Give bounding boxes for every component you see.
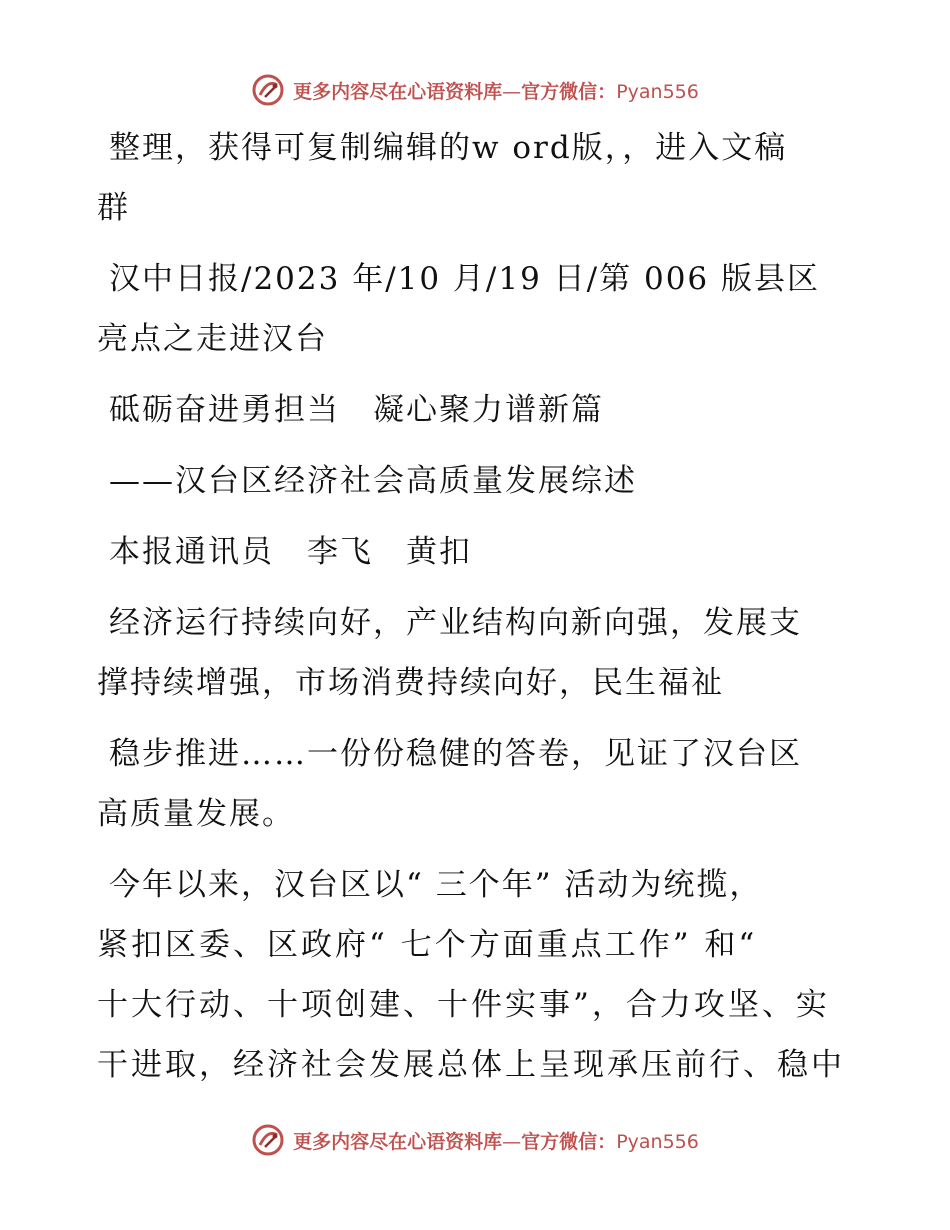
- watermark-site: 更多内容尽在心语资料库: [293, 80, 503, 103]
- watermark-text: [293, 1127, 699, 1154]
- paragraph-body: [97, 855, 857, 1095]
- watermark-account: Pyan556: [616, 80, 699, 103]
- library-logo-icon: [251, 73, 285, 107]
- text-line: 砥砺奋进勇担当 凝心聚力谱新篇: [109, 392, 604, 428]
- paragraph-lead: [97, 593, 857, 713]
- text-line: 稳步推进……一份份稳健的答卷，见证了汉台区: [109, 736, 802, 772]
- document-body: [97, 118, 857, 1106]
- watermark-wechat-label: 官方微信：: [521, 1130, 617, 1153]
- watermark-wechat-label: 官方微信：: [521, 80, 617, 103]
- paragraph-source: [97, 249, 857, 369]
- watermark-separator: —: [502, 1130, 522, 1153]
- paragraph-intro: [97, 118, 857, 238]
- text-line: 今年以来，汉台区以“ 三个年” 活动为统揽，: [109, 867, 763, 903]
- text-line: 高质量发展。: [97, 796, 295, 832]
- text-line: 整理，获得可复制编辑的w ord版，，进入文稿: [109, 130, 788, 166]
- library-logo-icon: [251, 1123, 285, 1157]
- watermark-text: [293, 77, 699, 104]
- text-line: ——汉台区经济社会高质量发展综述: [109, 463, 637, 499]
- text-line: 撑持续增强，市场消费持续向好，民生福祉: [97, 665, 724, 701]
- article-title: [97, 380, 857, 440]
- header-watermark: [0, 70, 950, 110]
- text-line: 干进取，经济社会发展总体上呈现承压前行、稳中: [97, 1047, 845, 1083]
- footer-watermark: [0, 1120, 950, 1160]
- article-byline: [97, 522, 857, 582]
- watermark-site: 更多内容尽在心语资料库: [293, 1130, 503, 1153]
- text-line: 群: [97, 190, 130, 226]
- watermark-account: Pyan556: [616, 1130, 699, 1153]
- paragraph-lead-continued: [97, 724, 857, 844]
- text-line: 十大行动、十项创建、十件实事”，合力攻坚、实: [97, 987, 830, 1023]
- watermark-separator: —: [502, 80, 522, 103]
- text-line: 经济运行持续向好，产业结构向新向强，发展支: [109, 605, 802, 641]
- article-subtitle: [97, 451, 857, 511]
- text-line: 亮点之走进汉台: [97, 321, 328, 357]
- text-line: 汉中日报/2023 年/10 月/19 日/第 006 版县区: [109, 261, 821, 297]
- text-line: 本报通讯员 李飞 黄扣: [109, 534, 472, 570]
- text-line: 紧扣区委、区政府“ 七个方面重点工作” 和“: [97, 927, 758, 963]
